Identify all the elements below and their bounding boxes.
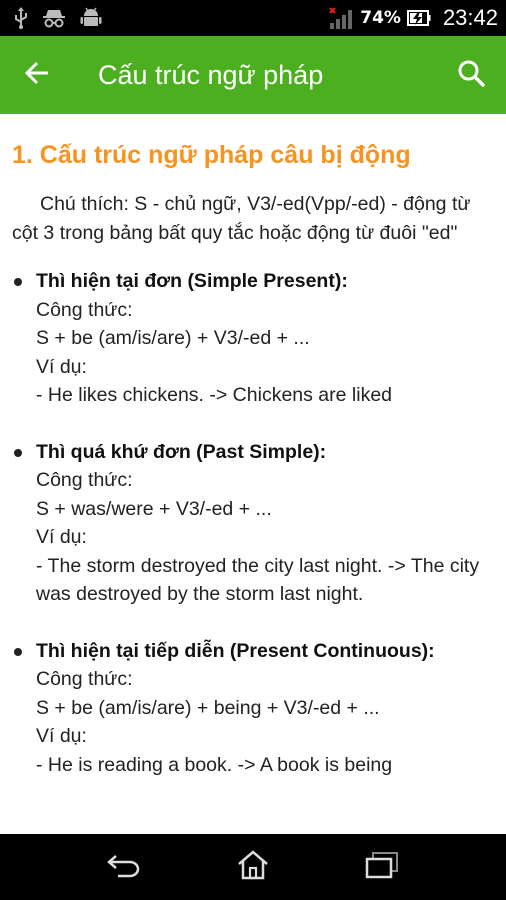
formula-label: Công thức: (36, 298, 133, 321)
list-item (12, 637, 494, 780)
search-button[interactable] (436, 36, 506, 114)
app-title: Cấu trúc ngữ pháp (98, 59, 324, 90)
formula-label: Công thức: (36, 668, 133, 690)
search-icon (457, 59, 485, 91)
formula-text: S + be (am/is/are) + V3/-ed + ... (36, 327, 310, 349)
back-button[interactable] (0, 36, 74, 114)
nav-home-button[interactable] (223, 842, 283, 892)
formula-label: Công thức: (36, 469, 133, 491)
android-icon (80, 7, 102, 29)
status-left-icons (14, 7, 102, 29)
usb-icon (14, 7, 28, 29)
recent-apps-icon (365, 851, 399, 883)
signal-icon (328, 6, 354, 30)
tense-name: Thì hiện tại đơn (Simple Present): (36, 270, 348, 292)
back-nav-icon (106, 852, 142, 882)
app-bar (0, 36, 506, 114)
example-label: Ví dụ: (36, 725, 87, 747)
formula-text: S + be (am/is/are) + being + V3/-ed + ... (36, 696, 380, 719)
bullet-icon (14, 648, 22, 656)
status-right-icons (328, 5, 498, 31)
section-title: 1. Cấu trúc ngữ pháp câu bị động (12, 141, 411, 169)
formula-text: S + was/were + V3/-ed + ... (36, 497, 272, 520)
nav-back-button[interactable] (94, 842, 154, 892)
bullet-icon (14, 278, 22, 286)
note-text: Chú thích: S - chủ ngữ, V3/-ed(Vpp/-ed) - động từ cột 3 trong bảng bất quy tắc hoặc động từ đuôi "ed" (12, 193, 471, 244)
example-text: - He is reading a book. -> A book is being (36, 753, 393, 776)
nav-recent-apps-button[interactable] (352, 842, 412, 892)
status-bar (0, 0, 506, 36)
arrow-left-icon (24, 61, 50, 89)
example-text: - He likes chickens. -> Chickens are liked (36, 384, 393, 406)
example-label: Ví dụ: (36, 526, 87, 548)
bullet-icon (14, 449, 22, 457)
incognito-icon (42, 8, 66, 28)
battery-icon (407, 9, 431, 27)
tense-name: Thì hiện tại tiếp diễn (Present Continuous): (36, 639, 435, 662)
grammar-content[interactable] (0, 114, 506, 834)
battery-percent: 74% (360, 8, 401, 28)
example-label: Ví dụ: (36, 355, 87, 378)
home-nav-icon (236, 850, 270, 884)
tense-name: Thì quá khứ đơn (Past Simple): (36, 440, 327, 463)
navigation-bar (0, 834, 506, 900)
tense-list (12, 267, 494, 779)
example-text: - The storm destroyed the city last night. -> The city was destroyed by the storm last night. (36, 554, 480, 605)
status-time: 23:42 (442, 5, 498, 30)
list-item (12, 438, 494, 609)
list-item (12, 267, 494, 410)
